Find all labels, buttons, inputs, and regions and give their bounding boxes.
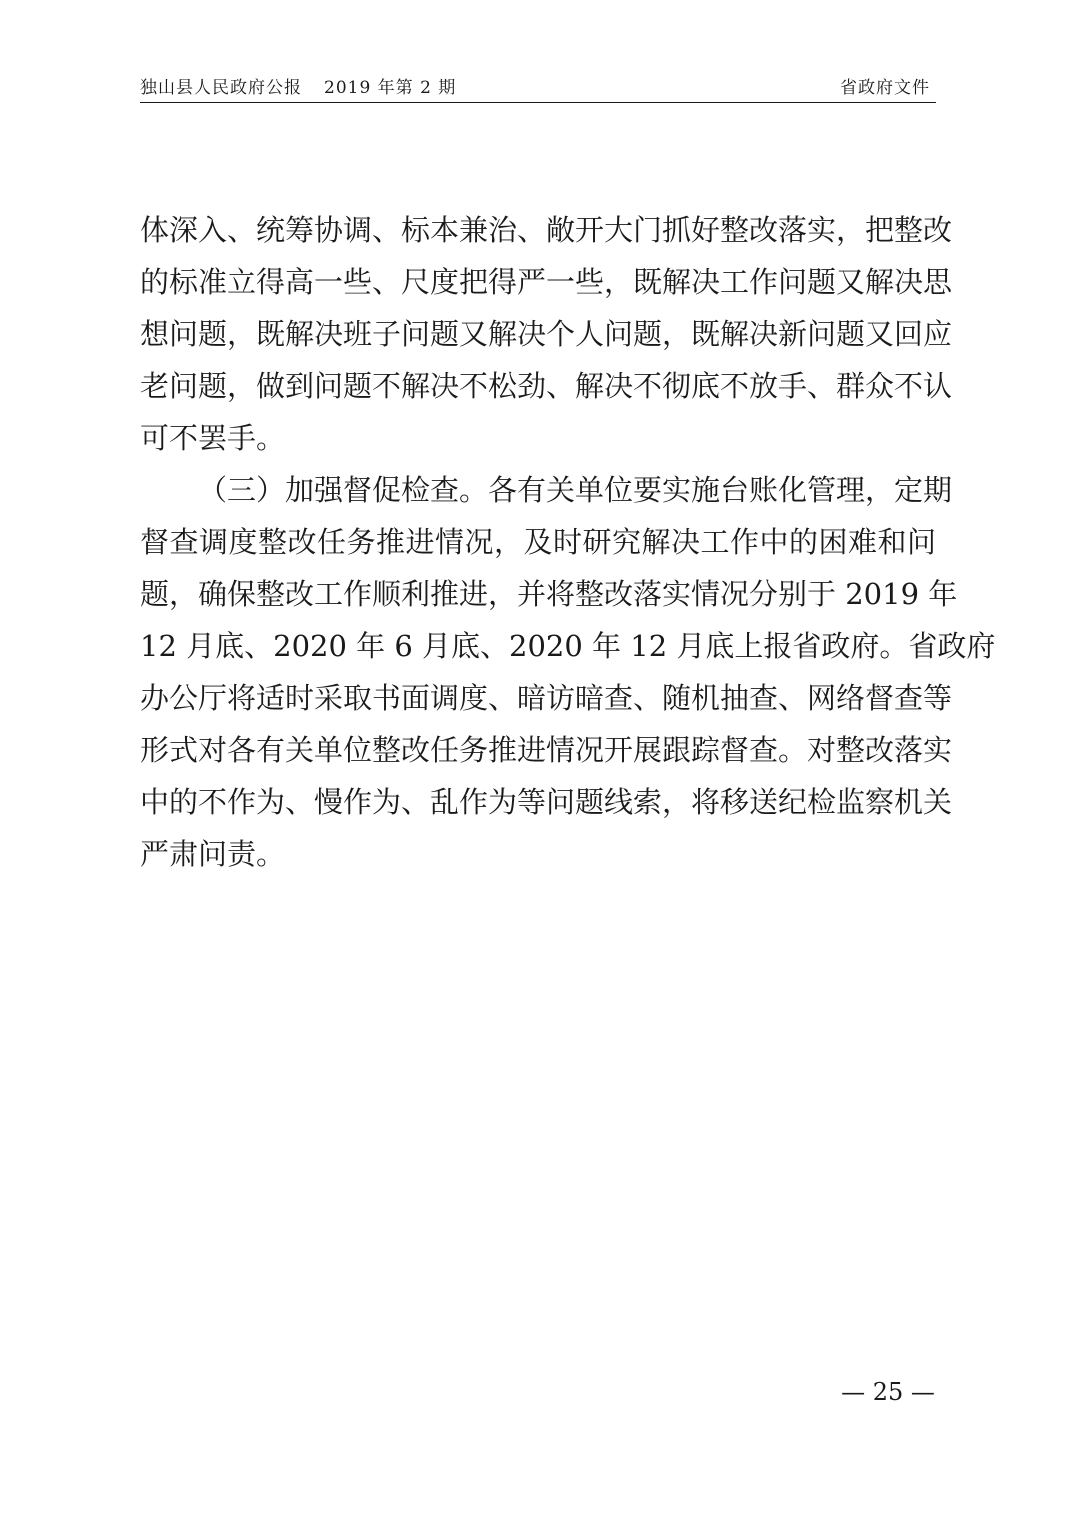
text-line: 严肃问责。	[140, 837, 286, 871]
text-line: 的标准立得高一些、尺度把得严一些，既解决工作问题又解决思	[140, 265, 953, 299]
text-line: 形式对各有关单位整改任务推进情况开展跟踪督查。对整改落实	[140, 733, 953, 767]
header-left	[140, 74, 456, 102]
text-line: 可不罢手。	[140, 421, 286, 455]
text-line: 体深入、统筹协调、标本兼治、敞开大门抓好整改落实，把整改	[140, 213, 953, 247]
page-number: — 25 —	[841, 1378, 935, 1406]
text-line: 老问题，做到问题不解决不松劲、解决不彻底不放手、群众不认	[140, 369, 953, 403]
page-header	[140, 74, 936, 103]
text-line: 中的不作为、慢作为、乱作为等问题线索，将移送纪检监察机关	[140, 785, 953, 819]
section-title: 省政府文件	[840, 78, 930, 98]
text-line: 想问题，既解决班子问题又解决个人问题，既解决新问题又回应	[140, 317, 953, 351]
publication-title: 独山县人民政府公报	[140, 78, 302, 98]
text-line: 督查调度整改任务推进情况，及时研究解决工作中的困难和问	[140, 525, 936, 559]
text-line: 12 月底、2020 年 6 月底、2020 年 12 月底上报省政府。省政府	[140, 629, 996, 663]
issue-number: 2019 年第 2 期	[324, 78, 457, 98]
text-line: 办公厅将适时采取书面调度、暗访暗查、随机抽查、网络督查等	[140, 681, 953, 715]
text-line: 题，确保整改工作顺利推进，并将整改落实情况分别于 2019 年	[140, 577, 958, 611]
document-body	[140, 204, 996, 880]
section-heading-line: （三）加强督促检查。各有关单位要实施台账化管理，定期	[198, 473, 953, 507]
